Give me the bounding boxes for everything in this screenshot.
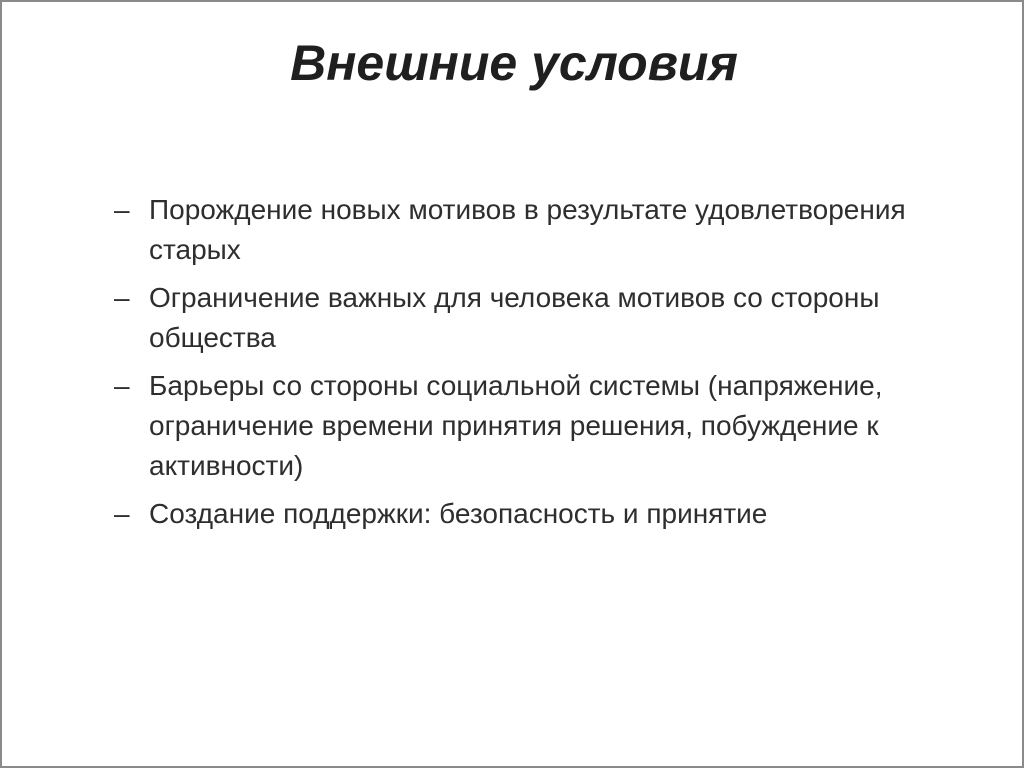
bullet-marker: – — [114, 498, 130, 529]
bullet-text: Создание поддержки: безопасность и принятие — [149, 498, 768, 529]
bullet-item-1 — [114, 190, 974, 270]
bullet-item-3 — [114, 366, 974, 486]
bullet-text: Ограничение важных для человека мотивов со стороны общества — [149, 282, 880, 353]
bullet-list — [114, 190, 974, 542]
bullet-marker: – — [114, 194, 130, 225]
bullet-text: Барьеры со стороны социальной системы (напряжение, ограничение времени принятия решения, побуждение к активности) — [149, 370, 883, 481]
bullet-item-4 — [114, 494, 974, 534]
slide-title: Внешние условия — [290, 35, 738, 91]
bullet-item-2 — [114, 278, 974, 358]
bullet-marker: – — [114, 370, 130, 401]
bullet-marker: – — [114, 282, 130, 313]
bullet-text: Порождение новых мотивов в результате удовлетворения старых — [149, 194, 906, 265]
